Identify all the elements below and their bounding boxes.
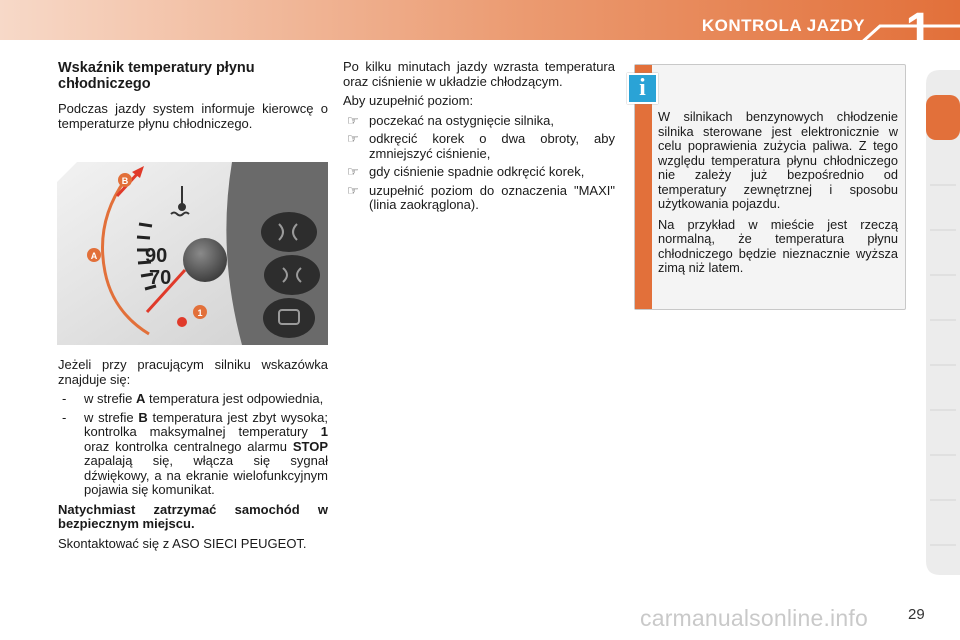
chapter-title: KONTROLA JAZDY: [701, 16, 865, 35]
list-item: ☞ odkręcić korek o dwa obroty, aby zmniejszyć ciśnienie,: [347, 131, 615, 161]
marker-a: [87, 248, 101, 262]
marker-1: [193, 305, 207, 319]
watermark: carmanualsonline.info: [640, 605, 868, 631]
section-title: Wskaźnik temperatury płynu chłodniczego: [58, 60, 255, 92]
list-item: ☞ uzupełnić poziom do oznaczenia "MAXI" (linia zaokrąglona).: [347, 182, 615, 212]
contact-text: Skontaktować się z ASO SIECI PEUGEOT.: [58, 535, 307, 551]
refill-steps: [343, 114, 615, 213]
list-item: ☞ gdy ciśnienie spadnie odkręcić korek,: [347, 164, 585, 179]
hand-icon: ☞: [347, 112, 359, 128]
gauge-value-70: 70: [149, 267, 172, 289]
left-column: [58, 60, 328, 136]
refill-heading: Aby uzupełnić poziom:: [343, 93, 474, 108]
intro-text: Podczas jazdy system informuje kierowcę o temperaturze płynu chłodniczego.: [58, 101, 328, 131]
list-item: - w strefie B temperatura jest zbyt wysoka; kontrolka maksymalnej temperatury 1 oraz kontrolka centralnego alarmu STOP zapalają się, włącza się sygnał dźwiękowy, a na ekranie wielofunkcyjnym pojawia się komunikat.: [62, 409, 328, 497]
temperature-gauge-illustration: [57, 162, 328, 345]
middle-column: [343, 60, 615, 218]
left-column-lower: [58, 358, 328, 556]
info-box: [634, 64, 906, 310]
pressure-text: Po kilku minutach jazdy wzrasta temperatura oraz ciśnienie w układzie chłodzącym.: [343, 59, 615, 89]
hand-icon: ☞: [347, 182, 359, 198]
gauge-value-90: 90: [145, 245, 168, 267]
zone-list: [58, 392, 328, 498]
marker-b: [118, 173, 132, 187]
info-text: [658, 110, 898, 282]
condition-text: Jeżeli przy pracującym silniku wskazówka znajduje się:: [58, 357, 328, 387]
info-paragraph: W silnikach benzynowych chłodzenie silnika sterowane jest elektronicznie w celu poprawienia zużycia paliwa. Z tego względu temperatura płynu chłodniczego nie zależy już bezpośrednio od temperatury zewnętrznej i sposobu użytkowania pojazdu.: [658, 109, 898, 211]
info-paragraph: Na przykład w mieście jest rzeczą normalną, że temperatura płynu chłodniczego będzie nieznacznie wyższa zimą niż latem.: [658, 216, 898, 275]
page-number: 29: [908, 606, 925, 623]
hand-icon: ☞: [347, 164, 359, 179]
svg-text:B: B: [121, 176, 129, 186]
side-tabs: [926, 70, 960, 575]
svg-text:A: A: [90, 251, 98, 261]
warning-text: Natychmiast zatrzymać samochód w bezpiecznym miejscu.: [58, 501, 328, 531]
info-icon: i: [627, 73, 658, 104]
chapter-number: 1: [905, 4, 933, 57]
list-item: ☞ poczekać na ostygnięcie silnika,: [347, 112, 554, 128]
hand-icon: ☞: [347, 131, 359, 146]
list-item: - w strefie A temperatura jest odpowiednia,: [62, 391, 324, 406]
svg-text:1: 1: [197, 308, 203, 318]
